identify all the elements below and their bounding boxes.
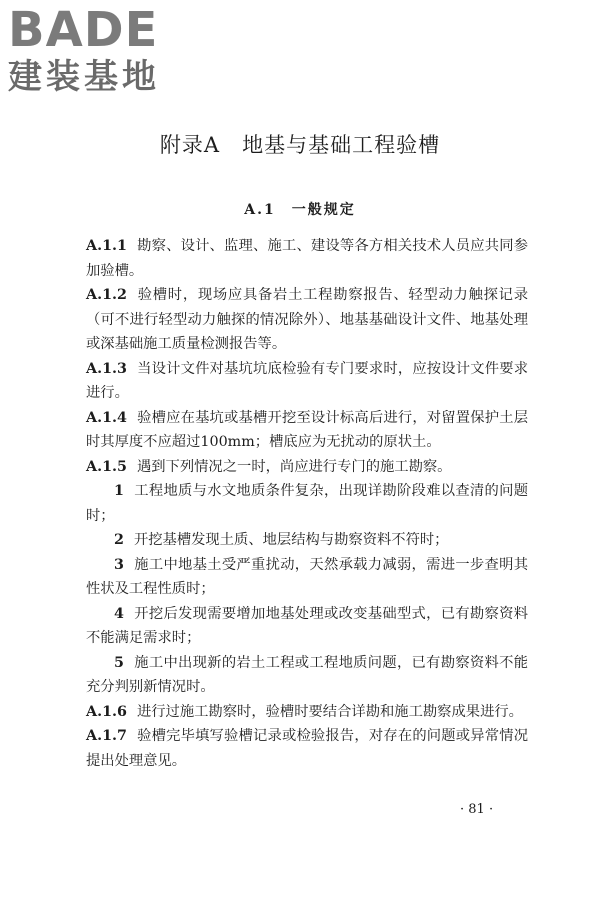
clause-a-1-4: [86, 406, 528, 455]
item-text: 工程地质与水文地质条件复杂，出现详勘阶段难以查清的问题时；: [86, 483, 528, 524]
item-text: 开挖后发现需要增加地基处理或改变基础型式，已有勘察资料不能满足需求时；: [86, 605, 528, 646]
item-number: 5: [114, 654, 124, 671]
clause-a-1-1: [86, 234, 528, 283]
clause-a-1-6: [86, 700, 528, 725]
clause-number: A.1.7: [86, 728, 127, 744]
clause-number: A.1.6: [86, 703, 127, 720]
item-number: 2: [114, 532, 124, 548]
item-text: 施工中出现新的岩土工程或工程地质问题，已有勘察资料不能充分判别新情况时。: [86, 654, 528, 695]
clause-text: 验槽应在基坑或基槽开挖至设计标高后进行，对留置保护土层时其厚度不应超过100mm；槽底应为无扰动的原状土。: [86, 409, 528, 450]
list-item: [86, 651, 528, 700]
item-number: 4: [114, 605, 124, 622]
clause-text: 遇到下列情况之一时，尚应进行专门的施工勘察。: [136, 458, 452, 475]
clause-text: 当设计文件对基坑坑底检验有专门要求时，应按设计文件要求进行。: [86, 360, 528, 401]
item-number: 1: [114, 483, 124, 499]
clause-a-1-2: [86, 283, 528, 357]
clause-number: A.1.4: [86, 409, 127, 426]
clause-number: A.1.2: [86, 287, 127, 303]
appendix-title: 附录A 地基与基础工程验槽: [159, 133, 441, 157]
brand-logo: [8, 4, 178, 96]
clause-number: A.1.3: [86, 360, 127, 377]
clause-a-1-5: [86, 455, 528, 480]
clause-text: 勘察、设计、监理、施工、建设等各方相关技术人员应共同参加验槽。: [86, 238, 528, 279]
logo-subtitle: 建装基地: [8, 57, 160, 97]
list-item: [86, 528, 528, 553]
item-text: 开挖基槽发现土质、地层结构与勘察资料不符时；: [133, 532, 449, 548]
clause-text: 验槽时，现场应具备岩土工程勘察报告、轻型动力触探记录（可不进行轻型动力触探的情况除外）、地基基础设计文件、地基处理或深基础施工质量检测报告等。: [86, 287, 528, 352]
clause-a-1-7: [86, 724, 528, 773]
clause-number: A.1.1: [86, 238, 127, 254]
item-text: 施工中地基土受严重扰动，天然承载力减弱，需进一步查明其性状及工程性质时；: [86, 556, 528, 597]
list-item: [86, 479, 528, 528]
list-item: [86, 553, 528, 602]
list-item: [86, 602, 528, 651]
clause-text: 进行过施工勘察时，验槽时要结合详勘和施工勘察成果进行。: [136, 703, 523, 720]
document-body: [86, 234, 528, 773]
clause-text: 验槽完毕填写验槽记录或检验报告，对存在的问题或异常情况提出处理意见。: [86, 728, 528, 769]
item-number: 3: [114, 556, 124, 573]
clause-a-1-3: [86, 357, 528, 406]
logo-brand-text: BADE: [8, 2, 159, 58]
clause-number: A.1.5: [86, 458, 127, 475]
page-number: · 81 ·: [460, 802, 494, 817]
section-title: A.1 一般规定: [244, 202, 356, 218]
